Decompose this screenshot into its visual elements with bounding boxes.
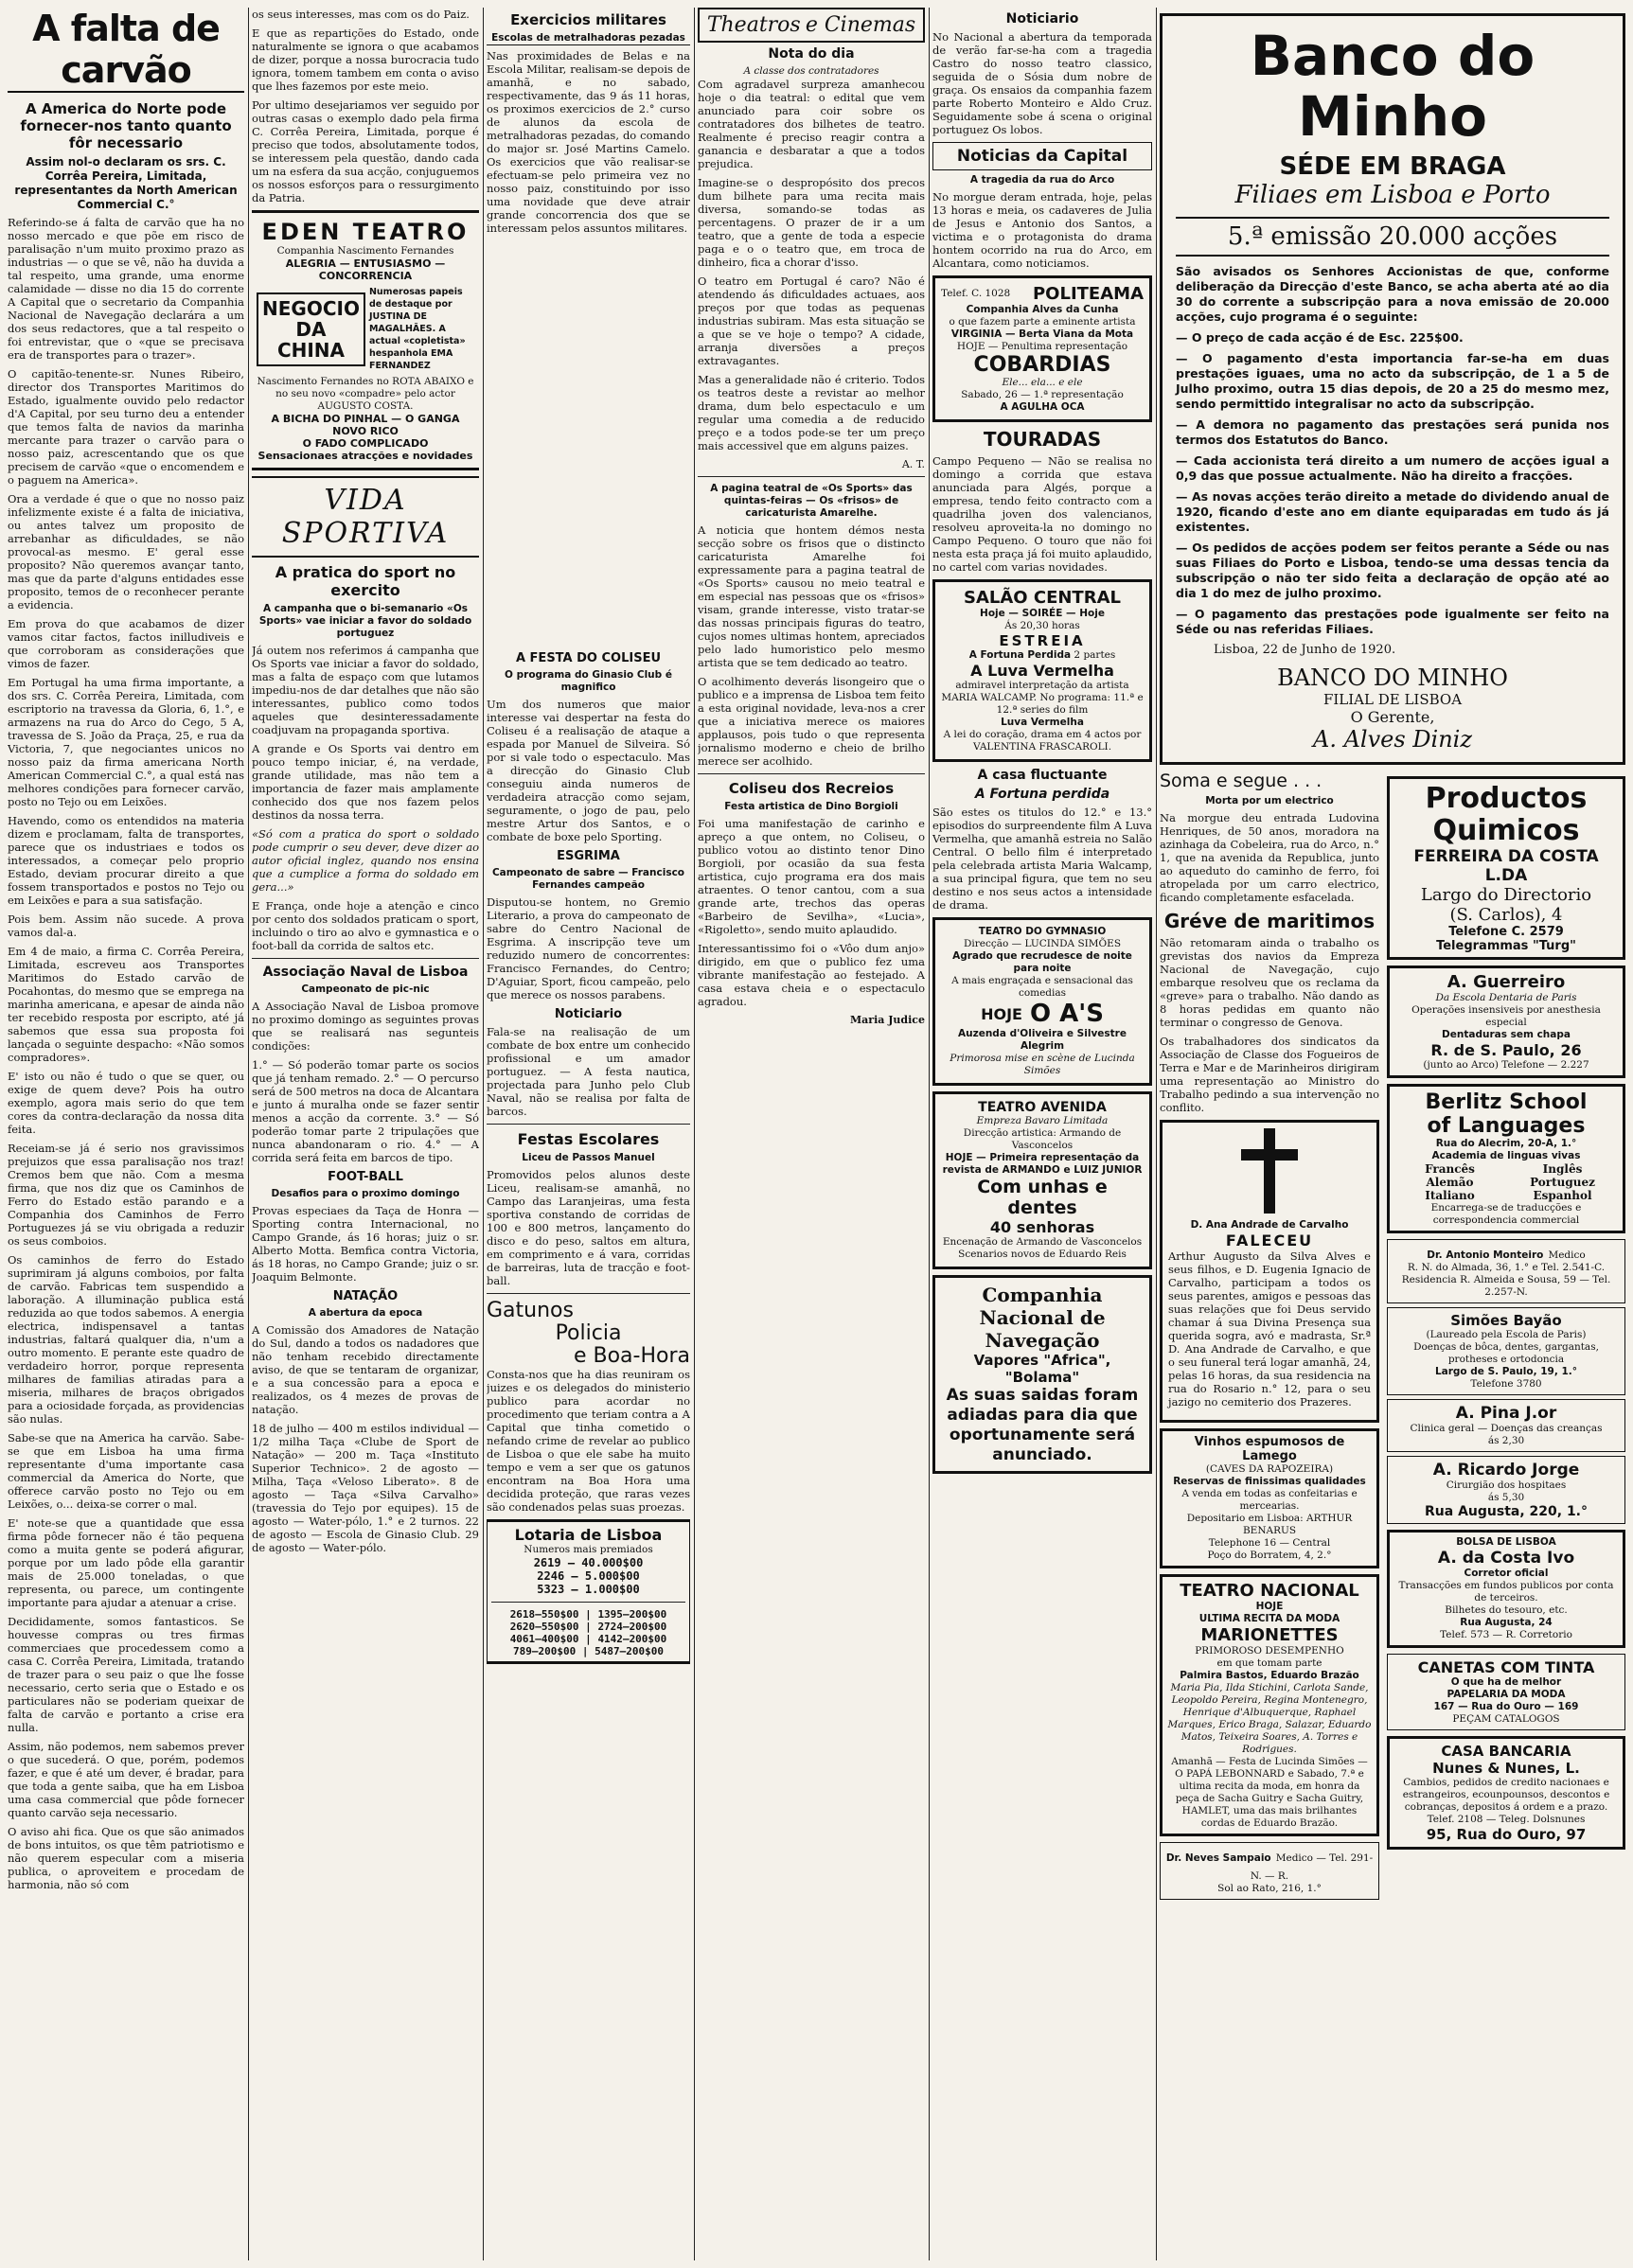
- salao-title: SALÃO CENTRAL: [964, 588, 1121, 608]
- os-sports-head: A pagina teatral de «Os Sports» das quintas-feiras — Os «frisos» de caricaturista Amarelhe.: [710, 483, 913, 519]
- sb-name: Simões Bayão: [1450, 1312, 1562, 1329]
- lotaria-sub: Numeros mais premiados: [524, 1544, 653, 1555]
- am-name: Dr. Antonio Monteiro: [1427, 1249, 1544, 1261]
- ber-foot: Encarrega-se de traducções e correspondencia commercial: [1430, 1202, 1582, 1226]
- tn-line2: em que tomam parte: [1216, 1657, 1322, 1669]
- vs-subhead: A campanha que o bi-semanario «Os Sports» vae iniciar a favor do soldado portuguez: [258, 603, 472, 639]
- vl-tel: Telephone 16 — Central: [1208, 1537, 1331, 1549]
- coliseu-recreios-sub: Festa artistica de Dino Borgioli: [724, 801, 898, 812]
- article-paragraph: 1.° — Só poderão tomar parte os socios que já tenham remado. 2.° — O percurso será de 500 metros na doca de Alcantara e junto á muralha onde se fazer sentir menos a acção da corrente. 3.° — Só poderão tomar parte 2 tripulações que nunca abandonaram o rio. 4.° — A corrida será feita em barcos de tipo.: [252, 1058, 479, 1164]
- obituary: [1160, 1120, 1379, 1423]
- lotaria-row: 4061—400$00 | 4142—200$00: [509, 1633, 667, 1645]
- article-continuation: os seus interesses, mas com os do Paiz.: [252, 8, 470, 21]
- politeama-line3: Sabado, 26 — 1.ª representação: [961, 389, 1124, 400]
- gym-dir: Direcção — LUCINDA SIMÕES: [963, 938, 1122, 949]
- bm-p1: São avisados os Senhores Accionistas de que, conforme deliberação da Direcção d'este Banco, se acha aberta até ao dia 30 do corrente a subscripção para a nova emissão de 20.000 acções, cujo programa é o seguinte:: [1176, 264, 1609, 324]
- coliseu-festa-sub: O programa do Ginasio Club é magnifico: [505, 669, 672, 693]
- lotaria-top-row: 2246 — 5.000$00: [537, 1569, 640, 1583]
- lotaria-row: 2620—550$00 | 2724—200$00: [509, 1621, 667, 1633]
- eden-line2: A BICHA DO PINHAL — O GANGA NOVO RICO: [271, 413, 460, 437]
- ber-langs: [1393, 1162, 1619, 1202]
- lang-item: Portuguez: [1530, 1176, 1595, 1189]
- bm-p7: — Os pedidos de acções podem ser feitos perante a Séde ou nas suas Filiaes do Porto e Lisboa, tendo-se uma dessas tencia da subscripção o não ter sido feita a declaração de opção até ao dia 1 do mez de julho proximo.: [1176, 540, 1609, 600]
- politeama-play2: A AGULHA OCA: [1000, 401, 1085, 413]
- bm-p4: — A demora no pagamento das prestações será punida nos termos dos Estatutos do Banco.: [1176, 417, 1609, 447]
- vl-head: Vinhos espumosos de Lamego: [1194, 1435, 1345, 1463]
- bm-p8: — O pagamento das prestações pode igualmente ser feito na Séde ou nas referidas Filiaes.: [1176, 607, 1609, 636]
- article-paragraph: Foi uma manifestação de carinho e apreço a que ontem, no Coliseu, o publico votou ao distinto tenor Dino Borgioli, por ocasião da sua festa artistica, cujo programa era dos mais atraentes. O tenor cantou, com a sua grande arte, trechos das operas «Barbeiro de Sevilha», «Lucia», «Rigoletto», sendo muito aplaudido.: [698, 817, 925, 936]
- pq-title1: Productos: [1425, 782, 1588, 815]
- bl-line2: Bilhetes do tesouro, etc.: [1445, 1604, 1568, 1616]
- theatros-logo: [698, 8, 925, 43]
- politeama-ad: [932, 275, 1152, 422]
- article-paragraph: Decididamente, somos fantasticos. Se houvesse compras ou tres firmas commerciaes que procedessem como a casa C. Corrêa Pereira, Limitada, tratando de trazer para o seu paiz o que lhe fosse necessario, certo seria que o Estado e os particulares não se poderiam queixar de falta de carvão e portanto a crise era nulla.: [8, 1615, 244, 1734]
- casa-fluctuante-sub: A Fortuna perdida: [974, 787, 1110, 802]
- ar-line: Cirurgião dos hospitaes: [1446, 1480, 1567, 1491]
- article-paragraph: No morgue deram entrada, hoje, pelas 13 horas e meia, os cadaveres de Julia de Jesus e Antonio dos Santos, a victima e o protagonista do drama hontem ocorrido na rua do Arco, em Alcantara, como noticiamos.: [932, 190, 1152, 270]
- vl-sub: (CAVES DA RAPOZEIRA): [1205, 1463, 1334, 1475]
- simoes-bayao-ad: [1387, 1307, 1625, 1395]
- salao-line2: Ás 20,30 horas: [1004, 620, 1080, 631]
- gue-school: Da Escola Dentaria de Paris: [1435, 992, 1577, 1003]
- article-paragraph: O capitão-tenente-sr. Nunes Ribeiro, director dos Transportes Maritimos do Estado, igualmente ouvido pelo redactor d'A Capital, por seu turno deu a entender que temos falta de navios da marinha mercante para trazer o carvão para o nosso paiz, acrescentando que os que precisem de carvão «que o encomendem e o paguem na America».: [8, 367, 244, 487]
- article-paragraph: Consta-nos que ha dias reuniram os juizes e os delegados do ministerio publico para acordar no procedimento que teriam contra a A Capital que tinha cometido o nefando crime de revelar ao publico de Lisboa o que ele sabe ha muito tempo e vem a ser que os gatunos encontram na Boa Hora uma decidida proteção, que raras vezes são condenados pelas suas proezas.: [487, 1368, 690, 1514]
- avenida-line4: Scenarios novos de Eduardo Reis: [958, 1249, 1127, 1260]
- noticias-capital-head: Noticias da Capital: [932, 142, 1152, 170]
- tn-line3: Amanhã — Festa de Lucinda Simões — O PAPÁ LEBONNARD e Sabado, 7.ª e ultima recita da moda, em honra da peça de Sacha Guitry e Sacha Guitry, HAMLET, uma das mais brilhantes cordas de Eduardo Brazão.: [1171, 1756, 1368, 1829]
- article-paragraph: Sabe-se que na America ha carvão. Sabe-se que em Lisboa ha uma firma representante d'uma importante casa commercial da America do Norte, que offerece carvão posto no Tejo ou em Leixões, o... deixa-se correr o mal.: [8, 1431, 244, 1511]
- bl-addr: Rua Augusta, 24: [1460, 1617, 1553, 1628]
- coliseu-recreios-head: Coliseu dos Recreios: [728, 780, 895, 797]
- casa-bancaria-ad: [1387, 1736, 1625, 1850]
- avenida-line3: Encenação de Armando de Vasconcelos: [942, 1236, 1143, 1248]
- bm-sig2: FILIAL DE LISBOA: [1322, 691, 1463, 708]
- article-paragraph: Imagine-se o despropósito dos precos dum bilhete para uma recita mais diversa, somando-se todas as percentagens. O prazer de ir a um teatro, que a gente de toda a especie paga e o o teatro que, em troca de dinheiro, fica a chorar d'isso.: [698, 176, 925, 269]
- article-paragraph: Nas proximidades de Belas e na Escola Militar, realisam-se depois de amanhã, e no sabado, respectivamente, das 9 ás 11 horas, os proximos exercicios de 2.° curso de alunos da escola de metralhadoras pezadas, do comando do major sr. José Martins Camelo. Os exercicios que vão realisar-se efectuam-se pelo primeira vez no nosso paiz, constituindo por isso uma novidade que deve atrair grande concorrencia dos que se interessam pelos assuntos militares.: [487, 49, 690, 235]
- salao-film3: Luva Vermelha: [1001, 717, 1084, 728]
- salao-note: admiravel interpretação da artista MARIA WALCAMP. No programa: 11.ª e 12.ª series do film: [941, 680, 1144, 716]
- avenida-ad: [932, 1091, 1152, 1269]
- bm-p6: — As novas acções terão direito a metade do dividendo anual de 1920, ficando d'este ano em diante equiparadas em tudo ás já existentes.: [1176, 489, 1609, 534]
- ar-name: A. Ricardo Jorge: [1432, 1461, 1580, 1480]
- assoc-naval-head: Associação Naval de Lisboa: [262, 965, 469, 980]
- politeama-company: Companhia Alves da Cunha: [966, 304, 1119, 315]
- gym-line2: A mais engraçada e sensacional das comedias: [951, 975, 1133, 999]
- neves-sampaio-ad: [1160, 1842, 1379, 1900]
- tn-line: ULTIMA RECITA DA MODA: [1198, 1613, 1340, 1624]
- salao-estreia: ESTREIA: [999, 632, 1086, 649]
- lang-item: Espanhol: [1533, 1189, 1592, 1202]
- bm-sig4: A. Alves Diniz: [1313, 726, 1472, 753]
- festas-escolares-sub: Liceu de Passos Manuel: [522, 1152, 655, 1163]
- article-paragraph: São estes os titulos do 12.° e 13.° episodios do surpreendente film A Luva Vermelha, que amanhã estreia no Salão Central. O bello film é interpretado pela celebrada artista Maria Walcamp, a sua principal figura, que tem no seu destino e nos seus actos a intensidade de drama.: [932, 806, 1152, 912]
- article-paragraph: O aviso ahi fica. Que os que são animados de bons intuitos, os que têm patriotismo e não querem especular com a miseria publica, o aproveitem e procedam de harmonia, não só com: [8, 1825, 244, 1891]
- tn-title: TEATRO NACIONAL: [1180, 1581, 1359, 1601]
- bm-emissao: 5.ª emissão 20.000 acções: [1176, 217, 1609, 257]
- sb-line: Doenças de bôca, dentes, gargantas, protheses e ortodoncia: [1413, 1341, 1599, 1365]
- festas-escolares-head: Festas Escolares: [517, 1130, 660, 1148]
- soma-sub: Morta por um electrico: [1205, 795, 1334, 806]
- article-paragraph: Com agradavel surpreza amanhecou hoje o dia teatral: o edital que vem anunciado para coir sobre os contratadores dos bilhetes de teatro. Realmente é preciso reagir contra a ganancia e desbaratar a que a todos prejudica.: [698, 78, 925, 170]
- eden-tagline: ALEGRIA — ENTUSIASMO — CONCORRENCIA: [285, 257, 446, 282]
- pq-addr1: Largo do Directorio: [1420, 885, 1592, 905]
- tn-hoje: HOJE: [1255, 1601, 1284, 1612]
- ricardo-jorge-ad: [1387, 1456, 1625, 1524]
- gatunos-line3: e Boa-Hora: [573, 1344, 690, 1368]
- gatunos-head: [487, 1300, 690, 1368]
- coliseu-festa-head: A FESTA DO COLISEU: [515, 651, 662, 665]
- eden-line3: O FADO COMPLICADO: [302, 437, 429, 450]
- pq-tel: Telefone C. 2579: [1448, 925, 1564, 939]
- assoc-naval-sub: Campeonato de pic-nic: [301, 983, 430, 995]
- article-paragraph: O teatro em Portugal é caro? Não é atendendo ás dificuldades actuaes, aos preços por que todas as pequenas industrias subiram. Mas esta situação se a que se ve hoje o tempo? A cidade, arranja diversões a preços extravagantes.: [698, 275, 925, 367]
- football-head: FOOT-BALL: [328, 1170, 403, 1184]
- gatunos-line1: Gatunos: [487, 1299, 574, 1322]
- obit-name: D. Ana Andrade de Carvalho: [1190, 1219, 1349, 1231]
- subhead-declaram: Assim nol-o declaram os srs. C. Corrêa Pereira, Limitada, representantes da North American Commercial C.°: [14, 155, 238, 211]
- pq-tg: Telegrammas "Turg": [1436, 939, 1576, 953]
- gue-line2: Dentaduras sem chapa: [1442, 1029, 1571, 1040]
- canetas-ad: [1387, 1654, 1625, 1730]
- gue-tel: (junto ao Arco) Telefone — 2.227: [1423, 1059, 1589, 1071]
- article-paragraph: Havendo, como os entendidos na materia dizem e proclamam, falta de transportes, parece que os industriaes e todos os interessados, a começar pelo proprio Estado, deviam procurar direito a que fossem transportados e postos no Tejo ou em Leixões e para a sua satisfação.: [8, 814, 244, 907]
- lotaria-top: [491, 1556, 685, 1596]
- vl-addr: Poço do Borratem, 4, 2.°: [1207, 1550, 1332, 1561]
- article-paragraph: Assim, não podemos, nem sabemos prever o que sucederá. O que, porém, podemos fazer, e que é até um dever, é bradar, para que toda a gente saiba, que ha em Lisboa uma casa commercial que pôde fornecer quanto carvão seja necessario.: [8, 1740, 244, 1819]
- companhia-nacional-ad: [932, 1275, 1152, 1474]
- article-paragraph: O acolhimento deverás lisongeiro que o publico e a imprensa de Lisboa tem feito a esta original novidade, leva-nos a crer que a iniciativa merece os maiores applausos, pois tudo o que representa jornalismo moderno e cheio de brilho merece ser acolhido.: [698, 675, 925, 768]
- lang-item: Inglês: [1542, 1162, 1583, 1176]
- article-paragraph: Disputou-se hontem, no Gremio Literario, a prova do campeonato de sabre do Centro Nacional de Esgrima. A inscripção teve um reduzido numero de concorrentes: Francisco Fernandes, do Centro; D'Aguiar, Sport, ficou campeão, pelo que merece os nossos parabens.: [487, 895, 690, 1001]
- cn-line1: Vapores "Africa", "Bolama": [973, 1352, 1111, 1386]
- article-paragraph: Receiam-se já é serio nos gravissimos prejuizos que essa paralisação nos traz! Cremos bem que não. Com a mesma firma, que nos diz que os Caminhos de Ferro do Estado estão parando e a Companhia dos Caminhos de Ferro Portuguezes já se viu obrigada a reduzir os seus comboios.: [8, 1142, 244, 1248]
- ns-name: Dr. Neves Sampaio: [1165, 1852, 1271, 1864]
- article-paragraph: 18 de julho — 400 m estilos individual — 1/2 milha Taça «Clube de Sport de Natação» — 200 m. Taça «Instituto Superior Technico». 2 de agosto — Milha, Taça «Veloso Liberato». 8 de agosto — Taça «Silva Carvalho» (travessia do Tejo por equipes). 15 de agosto — Water-pólo, 1.° e 2 turnos. 22 de agosto — Escola de Ginasio Club. 29 de agosto — Water-pólo.: [252, 1422, 479, 1554]
- gym-title: TEATRO DO GYMNASIO: [978, 926, 1107, 937]
- salao-parts: 2 partes: [1074, 649, 1116, 661]
- article-paragraph: A Comissão dos Amadores de Natação do Sul, dando a todos os nadadores que não tenham recebido directamente aviso, de que se tentaram de organizar, e a sua concessão para a epoca e realizados, os 4 mezes de provas de natação.: [252, 1323, 479, 1416]
- salao-line1: Hoje — SOIRÉE — Hoje: [980, 608, 1105, 619]
- politeama-sub: Ele... ela... e ele: [1002, 377, 1083, 388]
- lotaria-row: 2618—550$00 | 1395—200$00: [509, 1608, 667, 1621]
- lotaria-row: 789—200$00 | 5487—200$00: [513, 1645, 664, 1657]
- column-2: [252, 8, 479, 2260]
- bm-filiais: Filiaes em Lisboa e Porto: [1234, 181, 1551, 209]
- bm-title: Banco do Minho: [1250, 24, 1535, 149]
- bl-tel: Telef. 573 — R. Corretorio: [1440, 1629, 1572, 1640]
- headline-falta-carvao: A falta de carvão: [8, 8, 244, 93]
- article-paragraph: E' isto ou não é tudo o que se quer, ou exige de quem deve? Pois ha outro exemplo, agora mais serio do que tem cores da contra-declaração da nossa dita feita.: [8, 1070, 244, 1136]
- article-paragraph: E França, onde hoje a atenção e cinco por cento dos soldados praticam o sport, incluindo o tiro ao alvo e gymnastica e o foot-ball da corrida de saltos etc.: [252, 899, 479, 952]
- column-6-left: [1160, 771, 1379, 1904]
- avenida-line2: 40 senhoras: [989, 1218, 1095, 1236]
- article-paragraph: Promovidos pelos alunos deste Liceu, realisam-se amanhã, no Campo das Laranjeiras, uma festa sportiva constando de corridas de 100 e 800 metros, lançamento do disco e do peso, saltos em altura, em comprimento e á vara, corridas de barreiras, luta de tracção e foot-ball.: [487, 1168, 690, 1287]
- sb-addr: Largo de S. Paulo, 19, 1.°: [1434, 1366, 1578, 1377]
- column-5: [932, 8, 1152, 2260]
- eden-teatro-ad: [252, 210, 479, 470]
- ap-name: A. Pina J.or: [1455, 1404, 1557, 1423]
- guerreiro-ad: [1387, 966, 1625, 1078]
- article-paragraph: Mas a generalidade não é criterio. Todos os teatros deste a revistar ao melhor drama, dum belo espectaculo e um regular uma comedia a de reducido preço e a todos pode-se ter um preço mais accessivel que em alguns paizes.: [698, 373, 925, 452]
- cn-head: Companhia Nacional de Navegação: [979, 1284, 1106, 1352]
- lotaria-top-row: 2619 — 40.000$00: [533, 1556, 644, 1569]
- tn-cast2: Maria Pia, Ilda Stichini, Carlota Sande, Leopoldo Pereira, Regina Montenegro, Henrique d'Albuquerque, Raphael Marques, Erico Braga, Salazar, Eduardo Matos, Teixeira Soares, A. Torres e Rodrigues.: [1167, 1682, 1372, 1755]
- article-paragraph: E' note-se que a quantidade que essa firma pôde fornecer não é tão pequena como a muita gente se poderá afigurar, porque por um lado pôde ella garantir mais de 25.000 toneladas, o que representa, ou parece, um contingente importante para ajudar a atenuar a crise.: [8, 1516, 244, 1609]
- article-paragraph: No Nacional a abertura da temporada de verão far-se-ha com a tragedia Castro do nosso teatro classico, seguida de o Sósia dum nobre de graça. Os ensaios da companhia fazem parte Roberto Monteiro e Aldo Cruz. Seguidamente sobe á scena o original portuguez Os lobos.: [932, 30, 1152, 136]
- salao-note2: A lei do coração, drama em 4 actos por VALENTINA FRASCAROLI.: [943, 729, 1142, 753]
- vl-dep: Depositario em Lisboa: ARTHUR BENARUS: [1186, 1513, 1353, 1536]
- politeama-title: POLITEAMA: [1032, 284, 1144, 304]
- pq-title2: Quimicos: [1432, 814, 1580, 847]
- cv-line: O que ha de melhor: [1450, 1676, 1562, 1688]
- vinhos-lamego-ad: [1160, 1428, 1379, 1568]
- ap-hrs: ás 2,30: [1487, 1435, 1525, 1446]
- article-paragraph: Em prova do que acabamos de dizer vamos citar factos, factos inilludiveis e que corroboram as considerações que vimos de fazer.: [8, 617, 244, 670]
- article-paragraph: Os caminhos de ferro do Estado suprimiram já alguns comboios, por falta de carvão. Fabricas tem suspendido a laboração. A illuminação publica está reduzida ao que todos sabemos. A energia electrica, indispensavel a tantas industrias, faltará qualquer dia, n'um a outro momento. E perante este quadro de verdadeiro horror, porque representa milhares de familias atiradas para a miseria, milhares de braços obrigados para a ociosidade forçada, as providencias são nulas.: [8, 1253, 244, 1426]
- lang-item: Francês: [1425, 1162, 1475, 1176]
- eden-title: EDEN TEATRO: [261, 219, 470, 245]
- ber-title2: of Languages: [1427, 1114, 1586, 1138]
- article-paragraph: Campo Pequeno — Não se realisa no domingo a corrida que estava anunciada para Algés, porque a empresa, tendo feito contracto com a quadrilha joven dos valencianos, resolveu aproveita-la no domingo no Campo Pequeno. O touro que não foi nesta esta praça já foi muito aplaudido, no cartel com varias novidades.: [932, 454, 1152, 574]
- am-role: Medico: [1548, 1249, 1586, 1261]
- sb-sub: (Laureado pela Escola de Paris): [1426, 1329, 1587, 1340]
- gue-line1: Operações insensiveis por anesthesia especial: [1411, 1004, 1601, 1028]
- gue-name: A. Guerreiro: [1447, 972, 1566, 992]
- cross-icon: [1168, 1128, 1371, 1214]
- cb-addr: 95, Rua do Ouro, 97: [1426, 1826, 1587, 1843]
- avenida-dir: Direcção artistica: Armando de Vasconcelos: [963, 1127, 1122, 1151]
- teatro-nacional-ad: [1160, 1574, 1379, 1836]
- politeama-line1: o que fazem parte a eminente artista: [949, 316, 1136, 328]
- ns-addr: Sol ao Rato, 216, 1.°: [1217, 1883, 1322, 1894]
- article-paragraph: Por ultimo desejariamos ver seguido por outras casas o exemplo dado pela firma C. Corrêa Pereira, Limitada, porque é preciso que todos, absolutamente todos, se interessem pela questão, dando cada um na esfera da sua acção, conjuguemos os nossos esforços para o ressurgimento da Patria.: [252, 98, 479, 204]
- greve-head: Gréve de maritimos: [1163, 910, 1376, 932]
- column-6: [1160, 8, 1625, 2260]
- natacao-sub: A abertura da epoca: [308, 1307, 423, 1319]
- cn-line2: As suas saidas foram adiadas para dia que oportunamente será anunciado.: [946, 1386, 1139, 1464]
- productos-quimicos-ad: [1387, 776, 1625, 960]
- gym-cast: Auzenda d'Oliveira e Silvestre Alegrim: [958, 1028, 1127, 1052]
- lotaria-head: Lotaria de Lisboa: [514, 1526, 663, 1544]
- bl-name: A. da Costa Ivo: [1437, 1549, 1575, 1568]
- theatros-logo-2: e Cinemas: [805, 13, 916, 37]
- banco-minho-ad: [1160, 13, 1625, 765]
- esgrima-sub: Campeonato de sabre — Francisco Fernandes campeão: [491, 867, 685, 891]
- vida-sportiva-title: VIDA SPORTIVA: [281, 484, 450, 550]
- nota-dia-head: Nota do dia: [768, 46, 855, 62]
- tn-play: MARIONETTES: [1200, 1625, 1339, 1645]
- politeama-play: COBARDIAS: [973, 353, 1111, 377]
- article-paragraph: «Só com a pratica do sport o soldado pode cumprir o seu dever, deve dizer ao autor oficial inglez, quando nos ensina que a cumplice a forma do soldado em gera...»: [252, 827, 479, 894]
- article-paragraph: Já outem nos referimos á campanha que Os Sports vae iniciar a favor do soldado, mas a falta de espaço com que lutamos impediu-nos de dar detalhes que não são interessantes, publico como todos aqueles que desinteressadamente coadjuvam na propaganda sportiva.: [252, 644, 479, 736]
- column-1: [8, 8, 244, 2260]
- bl-role: Corretor oficial: [1464, 1568, 1549, 1579]
- gue-addr: R. de S. Paulo, 26: [1430, 1041, 1582, 1059]
- gymnasio-ad: [932, 917, 1152, 1086]
- bm-sede: SÉDE EM BRAGA: [1279, 152, 1506, 181]
- eden-company: Companhia Nascimento Fernandes: [276, 245, 454, 257]
- nota-dia-sub: A classe dos contratadores: [743, 65, 879, 77]
- vida-sportiva-logo: [252, 476, 479, 558]
- article-paragraph: Na morgue deu entrada Ludovina Henriques, de 50 anos, moradora na azinhaga da Cobeleira, rua do Arco, n.° 1, que na avenida da Republica, junto ao aqueduto do caminho de ferro, foi atropelada por um carro electrico, ficando completamente esfacelada.: [1160, 811, 1379, 904]
- lang-item: Alemão: [1426, 1176, 1474, 1189]
- noticiario-head: Noticiario: [1005, 11, 1079, 27]
- ber-addr: Rua do Alecrim, 20-A, 1.°: [1435, 1138, 1577, 1149]
- bl-head: BOLSA DE LISBOA: [1456, 1536, 1556, 1548]
- article-paragraph: Não retomaram ainda o trabalho os grevistas dos navios da Empreza Nacional de Navegação, cujo embarque resolveu que os reclama da «greve» para o trabalho. Não dando as 8 horas pedidas em quanto não terminar o congresso de Genova.: [1160, 936, 1379, 1029]
- exercicios-head: Exercicios militares: [510, 11, 666, 28]
- eden-line1: Nascimento Fernandes no ROTA ABAIXO e no seu novo «compadre» pelo actor AUGUSTO COSTA.: [257, 376, 474, 412]
- gym-line1: Agrado que recrudesce de noite para noite: [952, 950, 1132, 974]
- noticiario-sports-head: Noticiario: [554, 1007, 623, 1021]
- ar-hrs: ás 5,30: [1487, 1492, 1525, 1503]
- theatros-logo-1: Theatros: [706, 13, 801, 37]
- cb-name: Nunes & Nunes, L.: [1432, 1760, 1580, 1777]
- politeama-line2: HOJE — Penultima representação: [956, 341, 1128, 352]
- column-3: [487, 8, 690, 2260]
- eden-line4: Sensacionaes atracções e novidades: [257, 450, 473, 462]
- pq-firm: FERREIRA DA COSTA L.DA: [1413, 847, 1599, 885]
- bl-line: Transacções em fundos publicos por conta de terceiros.: [1398, 1580, 1614, 1604]
- article-paragraph: E que as repartições do Estado, onde naturalmente se ignora o que acabamos de dizer, porque a nossa burocracia tudo ignora, tomem tambem em conta o aviso que lhes fazemos por este meio.: [252, 27, 479, 93]
- cv-title: CANETAS COM TINTA: [1417, 1658, 1595, 1676]
- avenida-emp: Empreza Bavaro Limitada: [976, 1115, 1109, 1126]
- am-addr: R. N. do Almada, 36, 1.° e Tel. 2.541-C. Residencia R. Almeida e Sousa, 59 — Tel. 2.257-N.: [1401, 1262, 1611, 1298]
- ns-role: Medico — Tel. 291-N. — R.: [1250, 1852, 1374, 1882]
- article-paragraph: A grande e Os Sports vai dentro em pouco tempo iniciar, é, na verdade, grande utilidade, mas não tem a importancia de fazer mais amplamente conhecido dos que nos fazem pelos destinos da nossa terra.: [252, 742, 479, 822]
- bm-date: Lisboa, 22 de Junho de 1920.: [1214, 643, 1396, 657]
- noticias-capital-sub: A tragedia da rua do Arco: [969, 174, 1115, 186]
- cv-addr: 167 — Rua do Ouro — 169: [1433, 1701, 1579, 1712]
- article-paragraph: Em 4 de maio, a firma C. Corrêa Pereira, Limitada, escreveu aos Transportes Maritimos do Estado carvão de Pocahontas, do mesmo que se emprega na marinha americana, e apesar de ainda não ter recebido resposta por escripto, até já sabemos que essa sua proposta foi lançada o seguinte despacho: «Não somos compradores».: [8, 945, 244, 1064]
- ber-title1: Berlitz School: [1425, 1090, 1588, 1114]
- article-paragraph: Os trabalhadores dos sindicatos da Associação de Classe dos Fogueiros de Terra e Mar e de Marinheiros dirigiram uma representação ao Ministro do Trabalho pedindo a sua intervenção no conflito.: [1160, 1035, 1379, 1114]
- salao-film1: A Fortuna Perdida: [968, 649, 1072, 661]
- gym-hoje: HOJE: [981, 1004, 1022, 1023]
- vl-line2: A venda em todas as confeitarias e mercearias.: [1181, 1488, 1358, 1512]
- pq-addr2: (S. Carlos), 4: [1449, 905, 1563, 925]
- vs-headline: A pratica do sport no exercito: [275, 563, 456, 599]
- soma-head: Soma e segue . . .: [1160, 771, 1322, 791]
- lotaria-box: [487, 1519, 690, 1664]
- article-paragraph: A noticia que hontem démos nesta secção sobre os frisos que o distincto caricaturista Amarelhe foi expressamente para a pagina teatral de «Os Sports» causou no meio teatral e em especial nas pessoas que os «frisos» visam, grande interesse, visto tratar-se das nossas principais figuras do teatro, cujos nomes ultimas hontem, apreciados pelo lado humoristico pelo mesmo artista que se tem dedicado ao teatro.: [698, 523, 925, 669]
- exercicios-sub: Escolas de metralhadoras pezadas: [487, 32, 690, 45]
- gatunos-line2: Policia: [555, 1321, 622, 1345]
- antonio-monteiro-ad: [1387, 1239, 1625, 1303]
- column-6-right: [1387, 771, 1625, 1904]
- cv-line2: PAPELARIA DA MODA: [1447, 1689, 1566, 1700]
- bolsa-lisboa-ad: [1387, 1530, 1625, 1648]
- article-paragraph: Provas especiaes da Taça de Honra — Sporting contra Internacional, no Campo Grande, ás 16 horas; juiz o sr. Alberto Motta. Bemfica contra Victoria, ás 18 horas, no Campo Grande; juiz o sr. Joaquim Belmonte.: [252, 1204, 479, 1284]
- cb-tel: Telef. 2108 — Teleg. Dolsnunes: [1427, 1814, 1586, 1825]
- obit-text: Arthur Augusto da Silva Alves e seus filhos, e D. Eugenia Ignacio de Carvalho, participam a todos os seus parentes, amigos e pessoas das suas relações que foi Deus servido chamar á sua Divina Presença sua querida sogra, avó e madrasta, Sr.ª D. Ana Andrade de Carvalho, e que o seu funeral terá logar amanhã, 24, pelas 16 horas, da sua residencia na rua do Rosario n.° 12, para o seu jazigo no cemiterio dos Prazeres.: [1168, 1249, 1371, 1409]
- berlitz-ad: [1387, 1084, 1625, 1233]
- bm-p3: — O pagamento d'esta importancia far-se-ha em duas prestações iguaes, uma no acto da subscripção, de 1 a 5 de Julho proximo, outra 15 dias depois, de 20 a 25 do mesmo mez, sendo permittido integralisar no acto da subscripção.: [1176, 351, 1609, 411]
- salao-central-ad: [932, 579, 1152, 762]
- natacao-head: NATAÇÃO: [332, 1289, 399, 1303]
- gym-play: O A'S: [1029, 1000, 1104, 1028]
- article-paragraph: Um dos numeros que maior interesse vai despertar na festa do Coliseu é a realisação de ataque a espada por Manuel de Silveira. Só por si vale todo o espectaculo. Mas a direcção do Ginasio Club conseguiu ainda numeros de verdadeira atracção como sejam, seguramente, o jogo de pau, pelo mestre Artur dos Santos, e o combate de boxe pelo Sporting.: [487, 698, 690, 843]
- nota-dia-sign: A. T.: [901, 458, 925, 470]
- article-paragraph: Interessantissimo foi o «Vôo dum anjo» dirigido, em que o publico fez uma vibrante manifestação ao festejado. A casa estava cheia e o espectaculo agradou.: [698, 942, 925, 1008]
- politeama-star: VIRGINIA — Berta Viana da Mota: [950, 328, 1134, 340]
- vl-line: Reservas de finissimas qualidades: [1173, 1476, 1366, 1487]
- touradas-head: TOURADAS: [983, 428, 1102, 451]
- article-paragraph: Em Portugal ha uma firma importante, a dos srs. C. Corrêa Pereira, Limitada, com escriptorio na travessa da Gloria, 6, 1.°, e armazens na rua do Arco do Cego, 5 A, travessa de S. João da Praça, 25, e rua da Victoria, 7, que negociantes unicos no nosso paiz da firma americana North American Commercial C.°, a qual está nas melhores condições para fornecer carvão, posto no Tejo ou em Leixões.: [8, 676, 244, 808]
- avenida-play: Com unhas e dentes: [977, 1177, 1108, 1218]
- tn-cast: Palmira Bastos, Eduardo Brazão: [1180, 1670, 1359, 1681]
- eden-side: Numerosas papeis de destaque por JUSTINA DE MAGALHÃES. A actual «copletista» hespanhola EMA FERNANDEZ: [368, 287, 466, 371]
- ber-sub: Academia de linguas vivas: [1431, 1150, 1581, 1161]
- ap-line: Clinica geral — Doenças das creanças: [1410, 1423, 1603, 1434]
- football-sub: Desafios para o proximo domingo: [271, 1188, 460, 1199]
- bm-sig3: O Gerente,: [1350, 708, 1435, 726]
- bm-sig1: BANCO DO MINHO: [1277, 664, 1508, 691]
- article-paragraph: Fala-se na realisação de um combate de box entre um conhecido profissional e um amador portuguez. — A festa nautica, projectada para Junho pelo Club Naval, não se realisa por falta de barcos.: [487, 1025, 690, 1118]
- lang-item: Italiano: [1425, 1189, 1475, 1202]
- gym-line4: Primorosa mise en scène de Lucinda Simões: [950, 1053, 1135, 1076]
- article-paragraph: Referindo-se á falta de carvão que ha no nosso mercado e que põe em risco de paralisação n'um muito proximo prazo as industrias — o que se vê, não ha duvida a tal respeito, uma grande, uma enorme calamidade — disse no dia 15 do corrente A Capital que o secretario da Companhia Nacional de Navegação declarára a um dos seus redactores, que a tal respeito o foi entrevistar, que o «que se precisava era de transportes para o trazer».: [8, 216, 244, 362]
- cb-title: CASA BANCARIA: [1441, 1743, 1571, 1760]
- esgrima-head: ESGRIMA: [557, 849, 620, 863]
- bm-p5: — Cada accionista terá direito a um numero de acções igual a 0,9 das que possue actualmente. Não ha direito a fracções.: [1176, 453, 1609, 483]
- article-paragraph: Pois bem. Assim não sucede. A prova vamos dal-a.: [8, 913, 244, 939]
- casa-fluctuante-head: A casa fluctuante: [977, 768, 1108, 783]
- politeama-tel: Telef. C. 1028: [941, 288, 1011, 299]
- cb-p: Cambios, pedidos de credito nacionaes e estrangeiros, ecounpounsos, descontos e cobranças, depositos á ordem e a prazo.: [1402, 1777, 1610, 1813]
- bm-p2: — O preço de cada acção é de Esc. 225$00.: [1176, 330, 1464, 345]
- salao-film2: A Luva Vermelha: [970, 662, 1114, 680]
- cv-foot: PEÇAM CATALOGOS: [1452, 1713, 1560, 1725]
- subhead-america: A America do Norte pode fornecer-nos tanto quanto fôr necessario: [20, 100, 232, 151]
- sb-tel: Telefone 3780: [1470, 1378, 1542, 1390]
- avenida-line1: HOJE — Primeira representação da revista de ARMANDO e LUIZ JUNIOR: [942, 1152, 1143, 1176]
- article-paragraph: Ora a verdade é que o que no nosso paiz infelizmente existe é a falta de iniciativa, ou antes talvez um proposito de arrebanhar as dificuldades, se não provocal-as mesmo. E' geral esse proposito? Não queremos avançar tanto, mas que da parte d'alguns entidades esse proposito, temos de o reconhecer perante a evidencia.: [8, 492, 244, 611]
- column-4: [698, 8, 925, 2260]
- article-paragraph: A Associação Naval de Lisboa promove no proximo domingo as seguintes provas que se realisará nas segunteis condições:: [252, 1000, 479, 1053]
- pina-ad: [1387, 1399, 1625, 1452]
- ar-addr: Rua Augusta, 220, 1.°: [1425, 1504, 1588, 1519]
- tn-sub: PRIMOROSO DESEMPENHO: [1195, 1645, 1344, 1657]
- eden-play: NEGOCIO DA CHINA: [257, 292, 365, 366]
- avenida-title: TEATRO AVENIDA: [978, 1100, 1107, 1115]
- obit-word: FALECEU: [1225, 1231, 1314, 1249]
- lotaria-table: [491, 1608, 685, 1657]
- theatre-signature: Maria Judice: [849, 1014, 925, 1026]
- lotaria-top-row: 5323 — 1.000$00: [537, 1583, 640, 1596]
